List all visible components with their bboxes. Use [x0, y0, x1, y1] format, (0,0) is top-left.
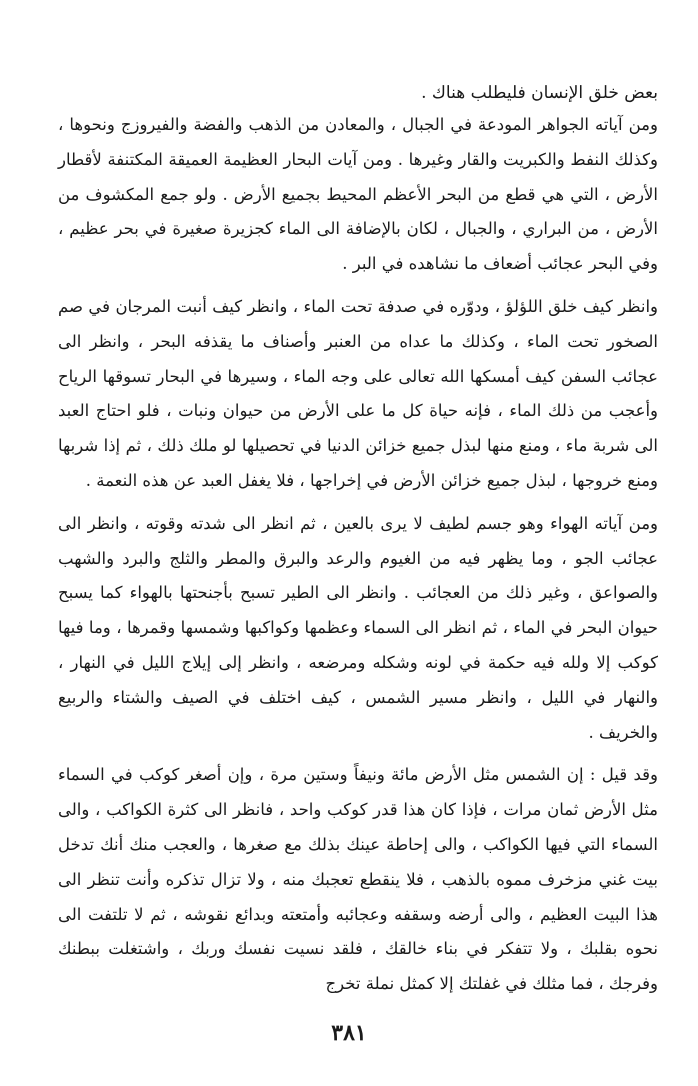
paragraph-air-sky: ومن آياته الهواء وهو جسم لطيف لا يرى بالعين ، ثم انظر الى شدته وقوته ، وانظر الى عجائب الجو ، وما يظهر فيه من الغيوم والرعد والبرق والمطر والثلج والبرد والشهب والصواعق ، وغير ذلك من العجائب . وانظر الى الطير تسبح بأجنحتها بالهواء كما يسبح حيوان البحر في الماء ، ثم انظر الى السماء وعظمها وكواكبها وشمسها وقمرها ، وما فيها كوكب إلا ولله فيه حكمة في لونه وشكله ومرضعه ، وانظر إلى إيلاج الليل في النهار ، والنهار في الليل ، وانظر مسير الشمس ، كيف اختلف في الصيف والشتاء والربيع والخريف .: [58, 513, 658, 742]
paragraph-pearls-ships-water: وانظر كيف خلق اللؤلؤ ، ودوّره في صدفة تحت الماء ، وانظر كيف أنبت المرجان في صم الصخور تحت الماء ، وكذلك ما عداه من العنبر وأصناف ما يقذفه البحر ، وانظر الى عجائب السفن كيف أمسكها الله تعالى على وجه الماء ، وسيرها في البحار تسوقها الرياح وأعجب من ذلك الماء ، فإنه حياة كل ما على الأرض من حيوان ونبات ، فلو احتاج العبد الى شربة ماء ، ومنع منها لبذل جميع خزائن الدنيا في تحصيلها لو ملك ذلك ، ثم إذا شربها ومنع خروجها ، لبذل جميع خزائن الأرض في إخراجها ، فلا يغفل العبد عن هذه النعمة .: [58, 296, 658, 490]
paragraph-sun-stars: وقد قيل : إن الشمس مثل الأرض مائة ونيفاً وستين مرة ، وإن أصغر كوكب في السماء مثل الأرض ثمان مرات ، فإذا كان هذا قدر كوكب واحد ، فانظر الى كثرة الكواكب ، والى السماء التي فيها الكواكب ، والى إحاطة عينك بذلك مع صغرها ، والعجب منك أنك تدخل بيت غني مزخرف مموه بالذهب ، فلا ينقطع تعجبك منه ، ولا تزال تذكره وأنت تنظر الى هذا البيت العظيم ، والى أرضه وسقفه وعجائبه وأمتعته وبدائع نقوشه ، ثم لا تلتفت الى نحوه بقلبك ، ولا تتفكر في بناء خالقك ، فلقد نسيت نفسك وربك ، واشتغلت ببطنك وفرجك ، فما مثلك في غفلتك إلا كمثل نملة تخرج: [58, 765, 658, 994]
page-number: ٣٨١: [331, 1020, 367, 1046]
carryover-line: بعض خلق الإنسان فليطلب هناك .: [421, 83, 658, 103]
paragraph-jewels-seas: ومن آياته الجواهر المودعة في الجبال ، والمعادن من الذهب والفضة والفيروزج ونحوها ، وكذلك النفط والكبريت والقار وغيرها . ومن آيات البحار العظيمة العميقة المكتنفة لأقطار الأرض ، التي هي قطع من البحر الأعظم المحيط بجميع الأرض . ولو جمع المكشوف من الأرض ، من البراري ، والجبال ، لكان بالإضافة الى الماء كجزيرة صغيرة في بحر عظيم ، وفي البحر عجائب أضعاف ما نشاهده في البر .: [58, 115, 658, 274]
page-body: [58, 78, 658, 1002]
